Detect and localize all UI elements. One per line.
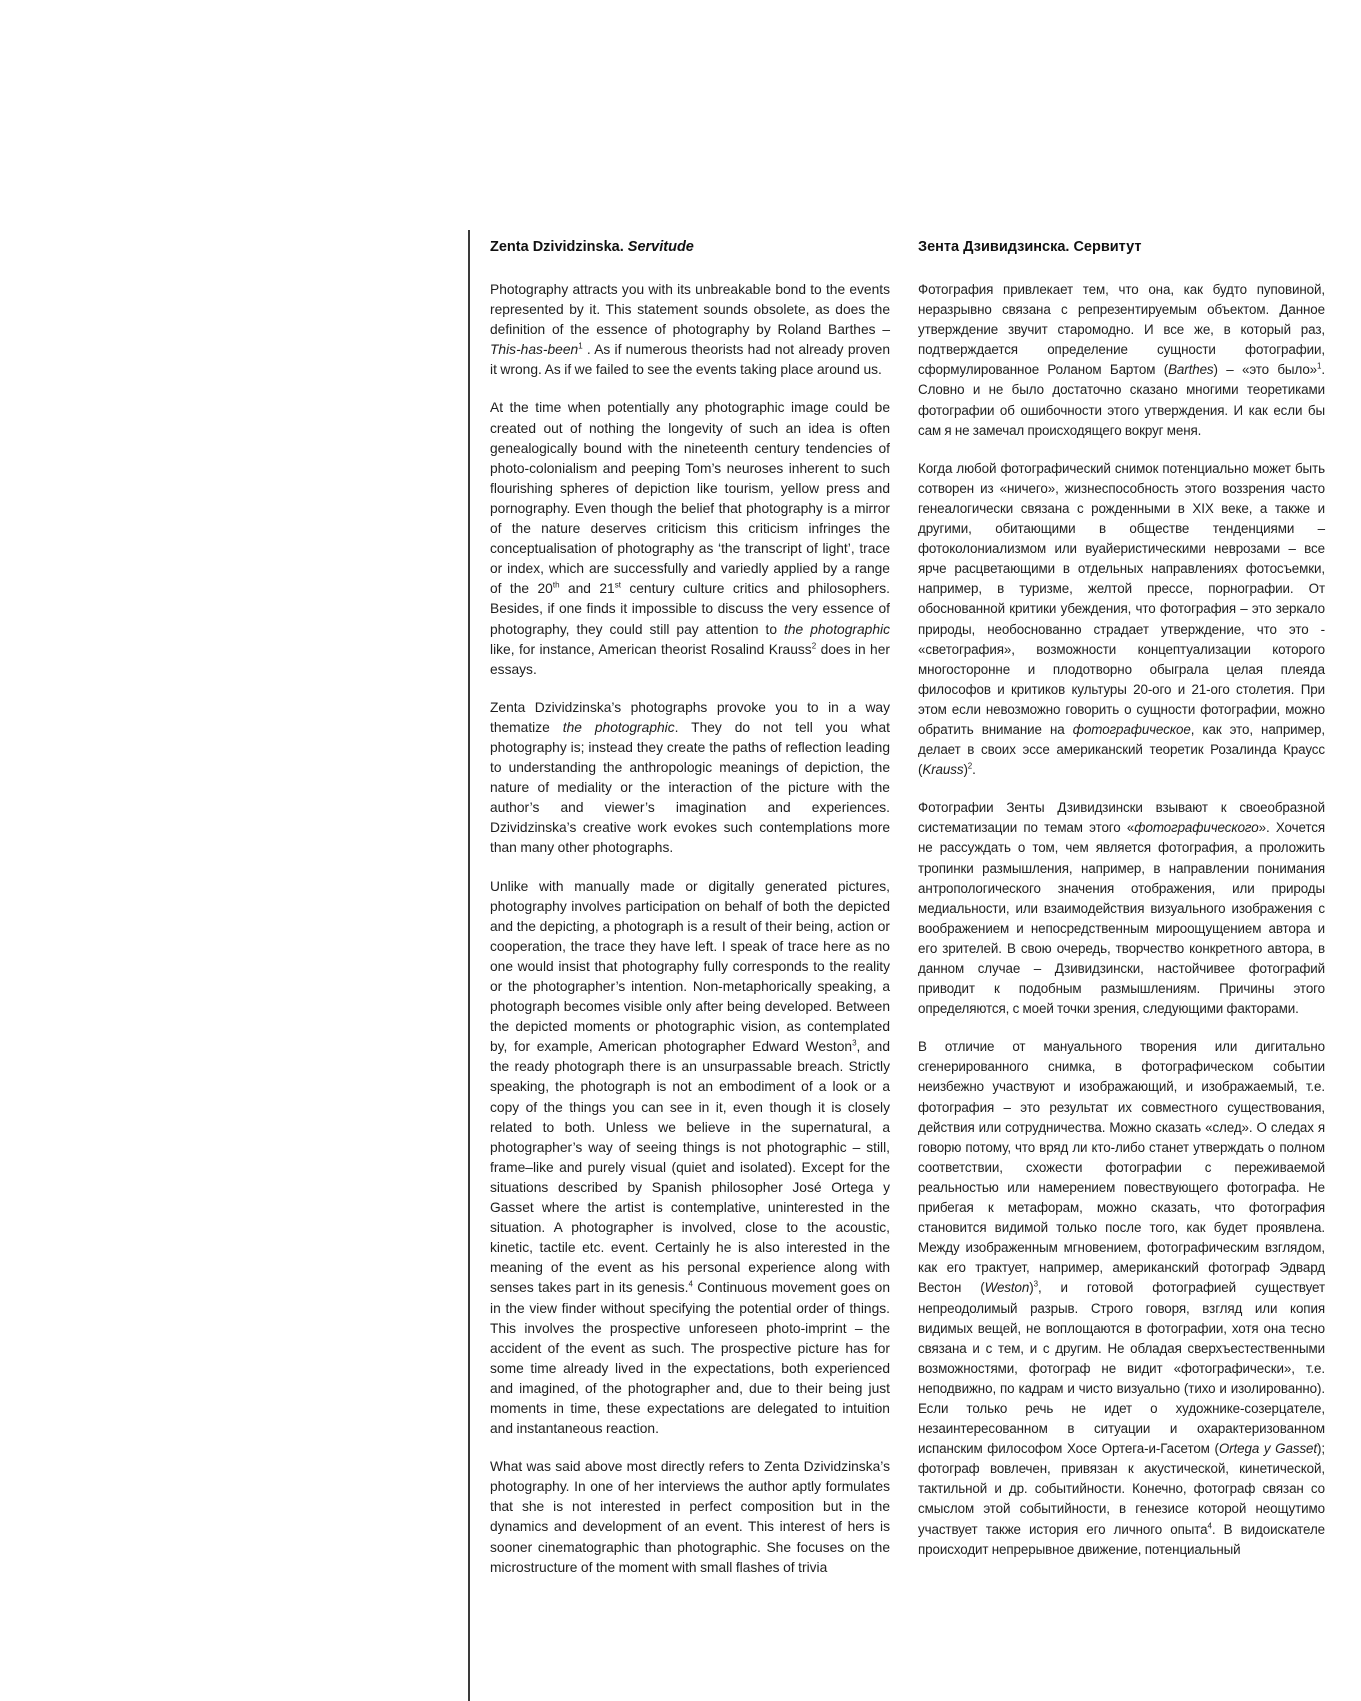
english-paragraph-5: What was said above most directly refers to Zenta Dzividzinska’s photography. In one of her interviews the author aptly formulates that she is not interested in perfect composition but in the dynamics and development of an event. This interest of hers is sooner cinematographic than photographic. She focuses on the microstructure of the moment with small flashes of trivia bbox=[490, 1459, 890, 1575]
english-column bbox=[490, 238, 890, 1596]
russian-column bbox=[918, 238, 1325, 1578]
column-divider bbox=[468, 230, 470, 1701]
title-work: Servitude bbox=[627, 239, 694, 255]
russian-paragraph-2: Когда любой фотографический снимок потенциально может быть сотворен из «ничего», жизнеспособность этого воззрения часто генеалогически связана с рожденными в XIX веке, а также и другими, обитающими в обществе тенденциями – фотоколониализмом или вуайеристическими неврозами – все ярче расцветающими в отдельных направлениях фотосъемки, например, в туризме, желтой прессе, порнографии. От обоснованной критики убеждения, что фотография – это зеркало природы, необоснованно страдает утверждение, что это - «светография», возможности концептуализации которого многосторонне и плодотворно обыграла целая плеяда философов и критиков культуры 20-ого и 21-ого столетия. При этом если невозможно говорить о сущности фотографии, можно обратить внимание на фотографическое, как это, например, делает в своих эссе американский теоретик Розалинда Краусс (Krauss)$^2$. bbox=[918, 460, 1325, 778]
english-paragraph-4: Unlike with manually made or digitally generated pictures, photography involves participation on behalf of both the depicted and the depicting, a photograph is a result of their being, action or cooperation, the trace they have left. I speak of trace here as no one would insist that photography fully corresponds to the reality or the photographer’s intention. Non-metaphorically speaking, a photograph becomes visible only after being developed. Between the depicted moments or photographic vision, as contemplated by, for example, American photographer Edward Weston$^3$, and the ready photograph there is an unsurpassable breach. Strictly speaking, the photograph is not an embodiment of a look or a copy of the things you can see in it, even though it is closely related to both. Unless we believe in the supernatural, a photographer’s way of seeing things is not photographic – still, frame–like and purely visual (quiet and isolated). Except for the situations described by Spanish philosopher José Ortega y Gasset where the artist is contemplative, uninterested in the situation. A photographer is involved, close to the acoustic, kinetic, tactile etc. event. Certainly he is also interested in the meaning of the event as his personal experience along with senses takes part in its genesis.$^4$ Continuous movement goes on in the view finder without specifying the potential order of things. This involves the prospective unforeseen photo-imprint – the accident of the event as such. The prospective picture has for some time already lived in the expectations, both experienced and imagined, of the photographer and, due to their being just moments in time, these expectations are delegated to intuition and instantaneous reaction. bbox=[490, 878, 891, 1437]
title-author: Zenta Dzividzinska. bbox=[490, 239, 628, 255]
english-title bbox=[490, 238, 890, 256]
russian-paragraph-3: Фотографии Зенты Дзивидзински взывают к своеобразной систематизации по темам этого «фотографического». Хочется не рассуждать о том, чем является фотография, а проложить тропинки размышления, например, в направлении понимания антропологического значения отображения, или природы медиальности, или взаимодействия визуального изображения с воображением и непосредственным мироощущением автора и его зрителей. В свою очередь, творчество конкретного автора, в данном случае – Дзивидзински, настойчивее фотографий приводит к подобным размышлениям. Причины этого определяются, с моей точки зрения, следующими факторами. bbox=[918, 800, 1325, 1017]
russian-title: Зента Дзивидзинска. Сервитут bbox=[918, 239, 1142, 255]
russian-paragraph-4: В отличие от мануального творения или дигитально сгенерированного снимка, в фотографическом событии неизбежно участвуют и изображающий, и изображаемый, т.е. фотография – это результат их совместного существования, действия или сотрудничества. Можно сказать «след». О следах я говорю потому, что вряд ли кто-либо станет утверждать о полном соответствии, схожести фотографии с переживаемой реальностью или намерением повествующего фотографа. Не прибегая к метафорам, можно сказать, что фотография становится видимой только после того, как будет проявлена. Между изображенным мгновением, фотографическим взглядом, как его трактует, например, американский фотограф Эдвард Вестон (Weston)$^3$, и готовой фотографией существует непреодолимый разрыв. Строго говоря, взгляд или копия видимых вещей, не воплощаются в фотографии, хотя она тесно связана и с тем, и с другим. Не обладая сверхъестественными возможностями, фотограф не видит «фотографически», т.е. неподвижно, по кадрам и чисто визуально (тихо и изолированно). Если только речь не идет о художнике-созерцателе, незаинтересованном в ситуации и охарактеризованном испанским философом Хосе Ортега-и-Гасетом (Ortega y Gasset); фотограф вовлечен, привязан к акустической, кинетической, тактильной и др. событийности. Конечно, фотограф связан со смыслом этой событийности, в генезисе которой неощутимо участвует также история его личного опыта$^4$. В видоискателе происходит непрерывное движение, потенциальный bbox=[918, 1039, 1326, 1557]
english-paragraph-3: Zenta Dzividzinska’s photographs provoke you to in a way thematize the photographic. They do not tell you what photography is; instead they create the paths of reflection leading to understanding the anthropologic meanings of depiction, the nature of mediality or the interaction of the picture with the author’s and viewer’s imagination and experiences. Dzividzinska’s creative work evokes such contemplations more than many other photographs. bbox=[490, 699, 890, 856]
english-paragraph-2: At the time when potentially any photographic image could be created out of nothing the longevity of such an idea is often genealogically bound with the nineteenth century tendencies of photo-colonialism and peeping Tom’s neuroses inherent to such flourishing spheres of depiction like tourism, yellow press and pornography. Even though the belief that photography is a mirror of the nature deserves criticism this criticism infringes the conceptualisation of photography as ‘the transcript of light’, trace or index, which are successfully and variedly applied by a range of the 20th and 21st century culture critics and philosophers. Besides, if one finds it impossible to discuss the very essence of photography, they could still pay attention to the photographic like, for instance, American theorist Rosalind Krauss$^2$ does in her essays. bbox=[490, 400, 890, 677]
english-paragraph-1: Photography attracts you with its unbreakable bond to the events represented by it. This statement sounds obsolete, as does the definition of the essence of photography by Roland Barthes – This-has-been$^1$ . As if numerous theorists had not already proven it wrong. As if we failed to see the events taking place around us. bbox=[490, 282, 890, 378]
russian-paragraph-1: Фотография привлекает тем, что она, как будто пуповиной, неразрывно связана с репрезентируемым объектом. Данное утверждение звучит старомодно. И все же, в который раз, подтверждается определение сущности фотографии, сформулированное Роланом Бартом (Barthes) – «это было»$^1$. Словно и не было достаточно сказано многими теоретиками фотографии об ошибочности этого утверждения. И как если бы сам я не замечал происходящего вокруг меня. bbox=[918, 282, 1325, 438]
